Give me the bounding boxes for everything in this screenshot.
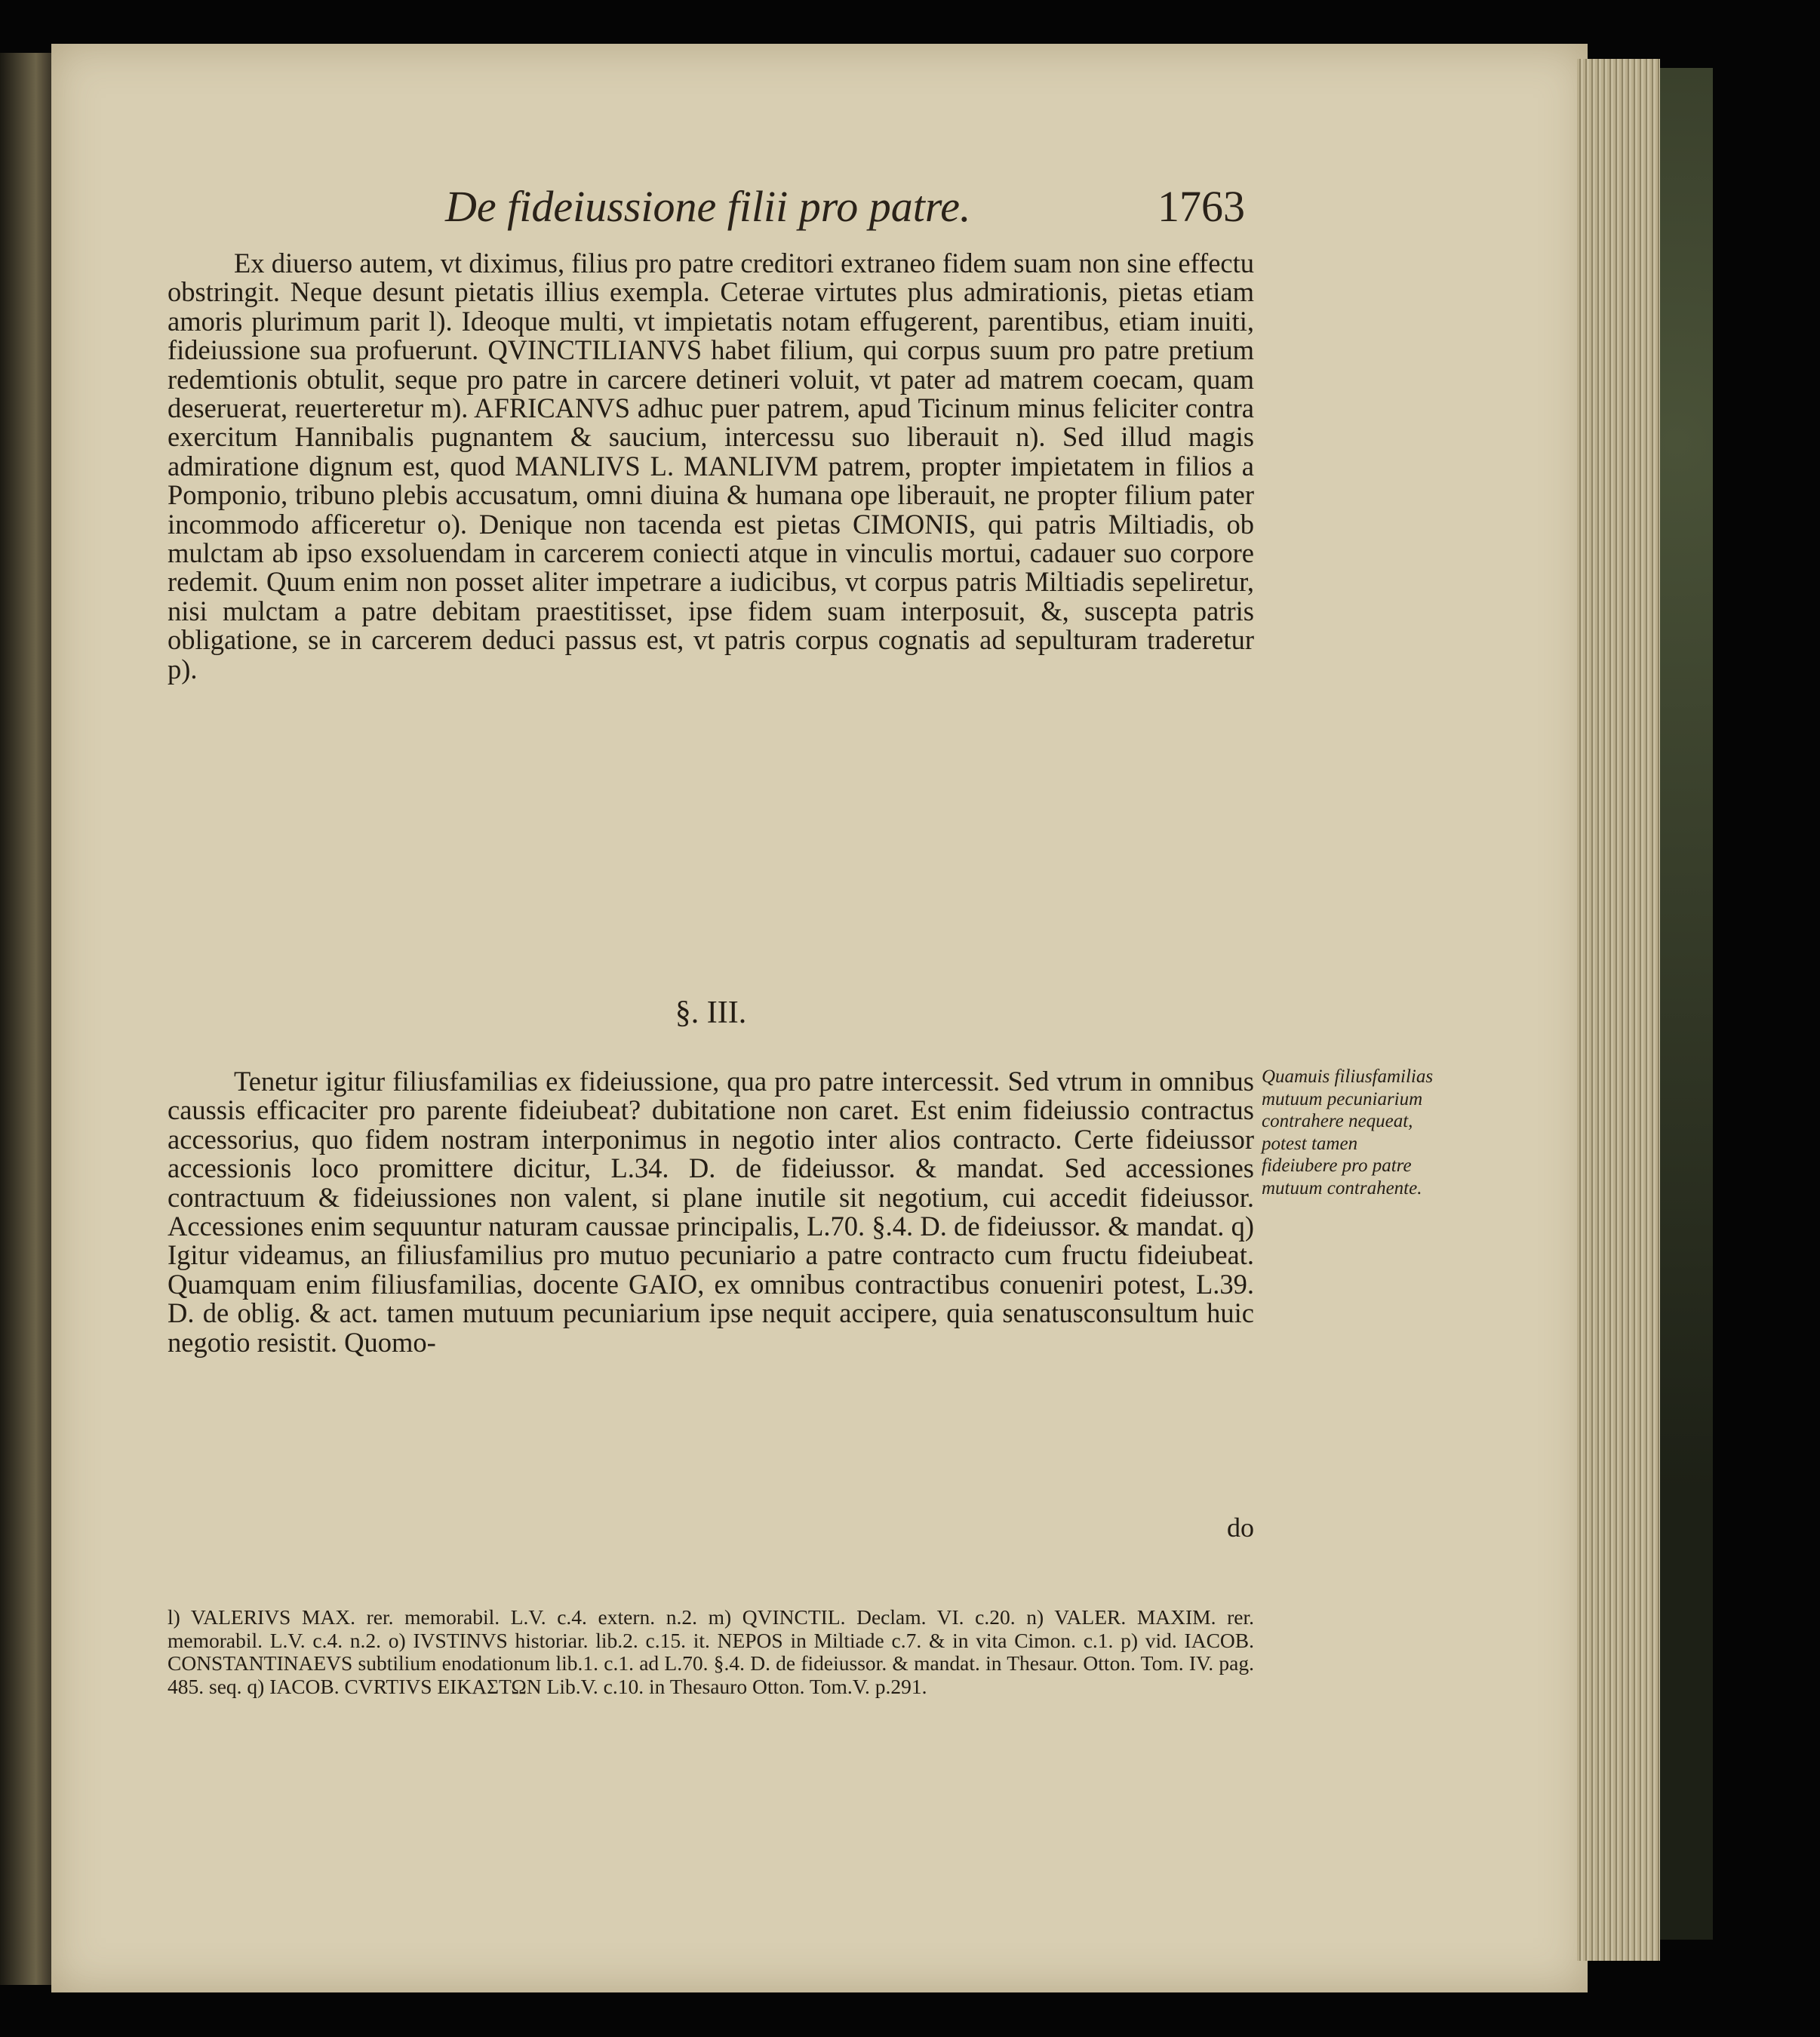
catchword: do bbox=[1227, 1512, 1254, 1543]
page-block-edge bbox=[1577, 59, 1660, 1961]
marginal-note: Quamuis filiusfamilias mutuum pecuniarium contrahere nequeat, potest tamen fideiubere pro patre mutuum contrahente. bbox=[1262, 1066, 1434, 1199]
paragraph-2: Tenetur igitur filiusfamilias ex fideiussione, qua pro patre intercessit. Sed vtrum in omnibus caussis efficaciter pro parente fideiubeat? dubitatione non caret. Est enim fideiussio contractus accessorius, quo fidem nostram interponimus in negotio inter alios contracto. Certe fideiussor accessionis loco promittere dicitur, L.34. D. de fideiussor. & mandat. Sed accessiones contractuum & fideiussiones non valent, si plane inutile sit negotium, cui accedit fideiussor. Accessiones enim sequuntur naturam caussae principalis, L.70. §.4. D. de fideiussor. & mandat. q) Igitur videamus, an filiusfamilius pro mutuo pecuniario a patre contracto cum fructu fideiubeat. Quamquam enim filiusfamilias, docente GAIO, ex omnibus contractibus conueniri potest, L.39. D. de oblig. & act. tamen mutuum pecuniarium ipse nequit accipere, quia senatusconsultum huic negotio resistit. Quomo- bbox=[168, 1066, 1254, 1358]
footnotes bbox=[168, 1606, 1254, 1698]
section-heading: §. III. bbox=[675, 995, 747, 1030]
previous-page-edge bbox=[0, 53, 51, 1985]
page-number: 1763 bbox=[1157, 182, 1245, 231]
book-cover-edge bbox=[1660, 68, 1713, 1940]
footnotes-text: l) VALERIVS MAX. rer. memorabil. L.V. c.4. extern. n.2. m) QVINCTIL. Declam. VI. c.20. n) VALER. MAXIM. rer. memorabil. L.V. c.4. n.2. o) IVSTINVS historiar. lib.2. c.15. it. NEPOS in Miltiade c.7. & in vita Cimon. c.1. p) vid. IACOB. CONSTANTINAEVS subtilium enodationum lib.1. c.1. ad L.70. §.4. D. de fideiussor. & mandat. in Thesaur. Otton. Tom. IV. pag. 485. seq. q) IACOB. CVRTIVS ΕΙΚΑΣΤΩΝ Lib.V. c.10. in Thesauro Otton. Tom.V. p.291. bbox=[168, 1605, 1254, 1698]
main-text-block-1 bbox=[168, 249, 1254, 684]
running-head bbox=[445, 181, 1245, 242]
running-head-title: De fideiussione filii pro patre. bbox=[445, 182, 971, 231]
paragraph-1: Ex diuerso autem, vt diximus, filius pro patre creditori extraneo fidem suam non sine effectu obstringit. Neque desunt pietatis illius exempla. Ceterae virtutes plus admirationis, pietas etiam amoris plurimum parit l). Ideoque multi, vt impietatis notam effugerent, parentibus, etiam inuiti, fideiussione sua profuerunt. QVINCTILIANVS habet filium, qui corpus suum pro patre pretium redemtionis obtulit, seque pro patre in carcere detineri voluit, vt pater ad matrem coecam, quam deseruerat, reuerteretur m). AFRICANVS adhuc puer patrem, apud Ticinum minus feliciter contra exercitum Hannibalis pugnantem & saucium, intercessu suo liberauit n). Sed illud magis admiratione dignum est, quod MANLIVS L. MANLIVM patrem, propter impietatem in filios a Pomponio, tribuno plebis accusatum, omni diuina & humana ope liberauit, ne propter filium pater incommodo afficeretur o). Denique non tacenda est pietas CIMONIS, qui patris Miltiadis, ob mulctam ab ipso exsoluendam in carcerem coniecti atque in vinculis mortui, cadauer suo corpore redemit. Quum enim non posset aliter impetrare a iudicibus, vt corpus patris Miltiadis sepeliretur, nisi mulctam a patre debitam praestitisset, ipse fidem suam interposuit, &, suscepta patris obligatione, se in carcerem deduci passus est, vt patris corpus cognatis ad sepulturam traderetur p). bbox=[168, 248, 1254, 685]
main-text-block-2 bbox=[168, 1067, 1254, 1357]
